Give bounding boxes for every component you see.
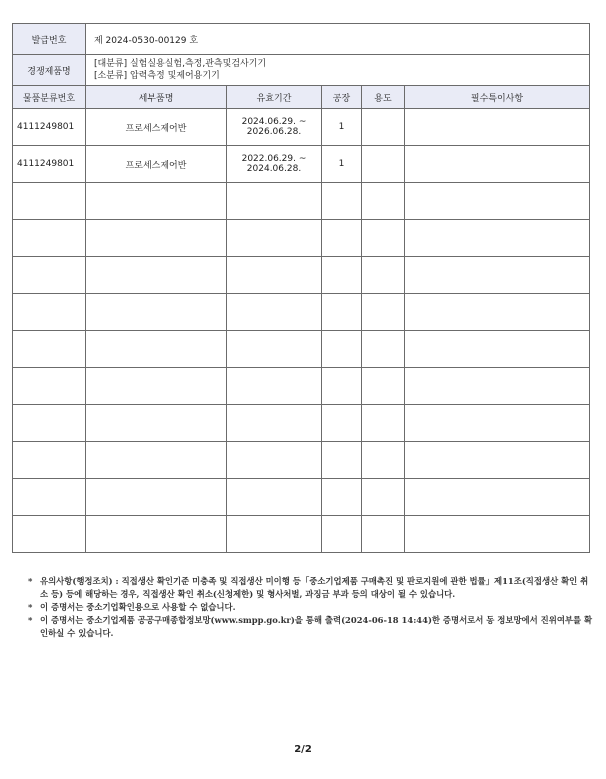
certificate-table xyxy=(12,23,590,553)
empty-row xyxy=(13,257,590,294)
period-start: 2024.06.29. ~ xyxy=(241,117,307,127)
table-row xyxy=(13,146,590,183)
period-end: 2026.06.28. xyxy=(246,127,302,137)
note-bullet: * xyxy=(28,602,33,612)
column-header-period: 유효기간 xyxy=(227,86,322,109)
empty-row xyxy=(13,479,590,516)
classification-code: 4111249801 xyxy=(13,146,86,183)
item-name: 프로세스제어반 xyxy=(86,146,227,183)
column-header-row xyxy=(13,86,590,109)
notes-section xyxy=(28,575,593,640)
validity-period xyxy=(227,146,322,183)
item-name: 프로세스제어반 xyxy=(86,109,227,146)
special-notes xyxy=(405,109,590,146)
validity-period xyxy=(227,109,322,146)
period-start: 2022.06.29. ~ xyxy=(241,154,307,164)
minor-category: [소분류] 압력측정 및제어용기기 xyxy=(94,71,220,81)
usage xyxy=(362,146,405,183)
factory-count: 1 xyxy=(322,109,362,146)
column-header-code: 물품분류번호 xyxy=(13,86,86,109)
issue-number-value: 제 2024-0530-00129 호 xyxy=(86,24,590,55)
empty-row xyxy=(13,331,590,368)
note-text: 이 증명서는 중소기업제품 공공구매종합정보망(www.smpp.go.kr)을 통해 출력(2024-06-18 14:44)한 증명서로서 동 정보망에서 진위여부를 확인하실 수 있습니다. xyxy=(40,615,593,638)
column-header-use: 용도 xyxy=(362,86,405,109)
column-header-notes: 필수특이사항 xyxy=(405,86,590,109)
empty-row xyxy=(13,220,590,257)
major-category: [대분류] 실험실용실험,측정,관측및검사기기 xyxy=(94,59,267,69)
note-administrative xyxy=(28,575,593,601)
note-bullet: * xyxy=(28,615,33,625)
column-header-factory: 공장 xyxy=(322,86,362,109)
empty-row xyxy=(13,442,590,479)
product-name-label: 경쟁제품명 xyxy=(13,55,86,86)
empty-row xyxy=(13,516,590,553)
note-bullet: * xyxy=(28,576,33,586)
empty-row xyxy=(13,368,590,405)
note-text: 유의사항(행정조치) : 직접생산 확인기준 미충족 및 직접생산 미이행 등「중소기업제품 구매촉진 및 판로지원에 관한 법률」제11조(직접생산 확인 취소 등) 등에 해당하는 경우, 직접생산 확인 취소(신청제한) 및 형사처벌, 과징금 부과 등의 대상이 될 수 있습니다. xyxy=(40,576,589,599)
note-verification xyxy=(28,614,593,640)
empty-row xyxy=(13,405,590,442)
note-text: 이 증명서는 중소기업확인용으로 사용할 수 없습니다. xyxy=(40,602,236,612)
empty-row xyxy=(13,183,590,220)
product-category-cell xyxy=(86,55,590,86)
product-name-row xyxy=(13,55,590,86)
empty-row xyxy=(13,294,590,331)
usage xyxy=(362,109,405,146)
table-row xyxy=(13,109,590,146)
issue-number-label: 발급번호 xyxy=(13,24,86,55)
note-usage-restriction xyxy=(28,601,593,614)
classification-code: 4111249801 xyxy=(13,109,86,146)
issue-number-row xyxy=(13,24,590,55)
period-end: 2024.06.28. xyxy=(246,164,302,174)
column-header-item: 세부품명 xyxy=(86,86,227,109)
page-number: 2/2 xyxy=(294,744,312,755)
special-notes xyxy=(405,146,590,183)
factory-count: 1 xyxy=(322,146,362,183)
